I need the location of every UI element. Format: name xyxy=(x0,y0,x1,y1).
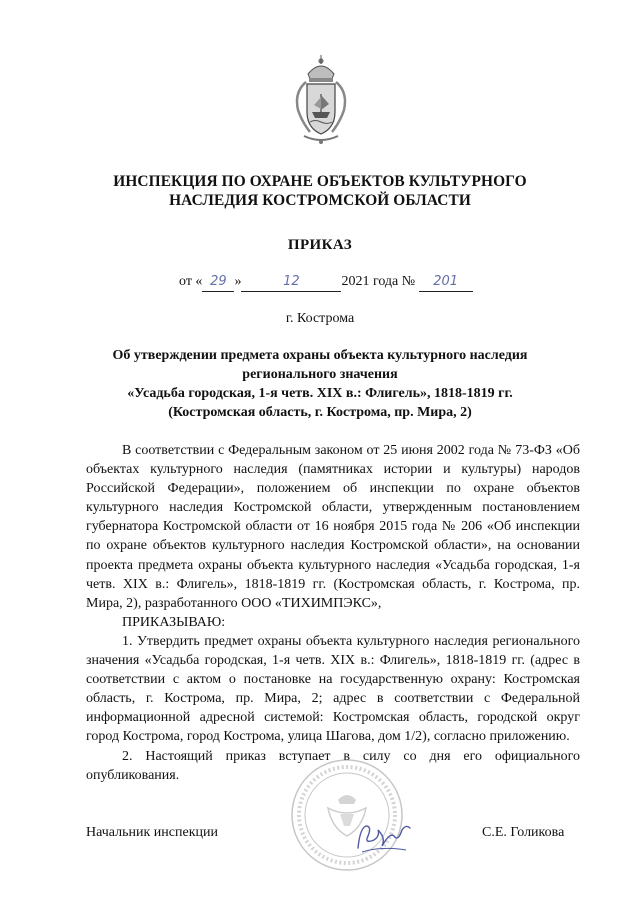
subject-line2: регионального значения xyxy=(242,367,398,382)
order-item-1: 1. Утвердить предмет охраны объекта культурного наследия регионального значения «Усадьба городская, 1-я четв. XIX в.: Флигель», 1818-1819 гг. (адрес в соответствии с актом о постановке на государственную охрану: Костромская область, г. Кострома, пр. Мира, 2; адрес в соответствии с Федеральной информационной адресной системой: Костромская область, городской округ город Кострома, город Кострома, улица Шагова, дом 1/2), согласно приложению. xyxy=(86,633,580,745)
order-month-field: 12 xyxy=(241,275,341,292)
document-title: ПРИКАЗ xyxy=(287,237,353,253)
organization-name-line1: ИНСПЕКЦИЯ ПО ОХРАНЕ ОБЪЕКТОВ КУЛЬТУРНОГО xyxy=(113,173,527,190)
signatory-role: Начальник инспекции xyxy=(86,825,218,840)
subject-line4: (Костромская область, г. Кострома, пр. Мира, 2) xyxy=(168,405,472,420)
issuing-city: г. Кострома xyxy=(285,311,355,326)
order-day-field: 29 xyxy=(202,275,234,292)
organization-name-line2: НАСЛЕДИЯ КОСТРОМСКОЙ ОБЛАСТИ xyxy=(169,192,471,209)
order-word: ПРИКАЗЫВАЮ: xyxy=(122,614,226,630)
order-date-line xyxy=(179,274,473,292)
handwritten-signature-icon xyxy=(352,818,414,856)
coat-of-arms-icon xyxy=(290,52,352,150)
document-body xyxy=(86,441,580,785)
subject-line3: «Усадьба городская, 1-я четв. XIX в.: Флигель», 1818-1819 гг. xyxy=(127,386,513,401)
order-item-2: 2. Настоящий приказ вступает в силу со дня его официального опубликования. xyxy=(86,748,580,783)
order-year-text: 2021 года № xyxy=(341,274,416,289)
preamble-paragraph: В соответствии с Федеральным законом от 25 июня 2002 года № 73-ФЗ «Об объектах культурного наследия (памятниках истории и культуры) народов Российской Федерации», положением об инспекции по охране объектов культурного наследия Костромской области, утвержденным постановлением губернатора Костромской области от 16 ноября 2015 года № 206 «Об инспекции по охране объектов культурного наследия Костромской области», на основании проекта предмета охраны объекта культурного наследия «Усадьба городская, 1-я четв. XIX в.: Флигель», 1818-1819 гг. (Костромская область, г. Кострома, пр. Мира, 2), разработанного ООО «ТИХИМПЭКС», xyxy=(86,443,580,611)
subject-line1: Об утверждении предмета охраны объекта культурного наследия xyxy=(112,348,528,363)
signatory-name: С.Е. Голикова xyxy=(482,825,565,840)
date-quote-close: » xyxy=(234,274,242,289)
date-prefix: от « xyxy=(179,274,203,289)
official-seal-icon xyxy=(288,756,406,874)
order-number-field: 201 xyxy=(419,275,473,292)
